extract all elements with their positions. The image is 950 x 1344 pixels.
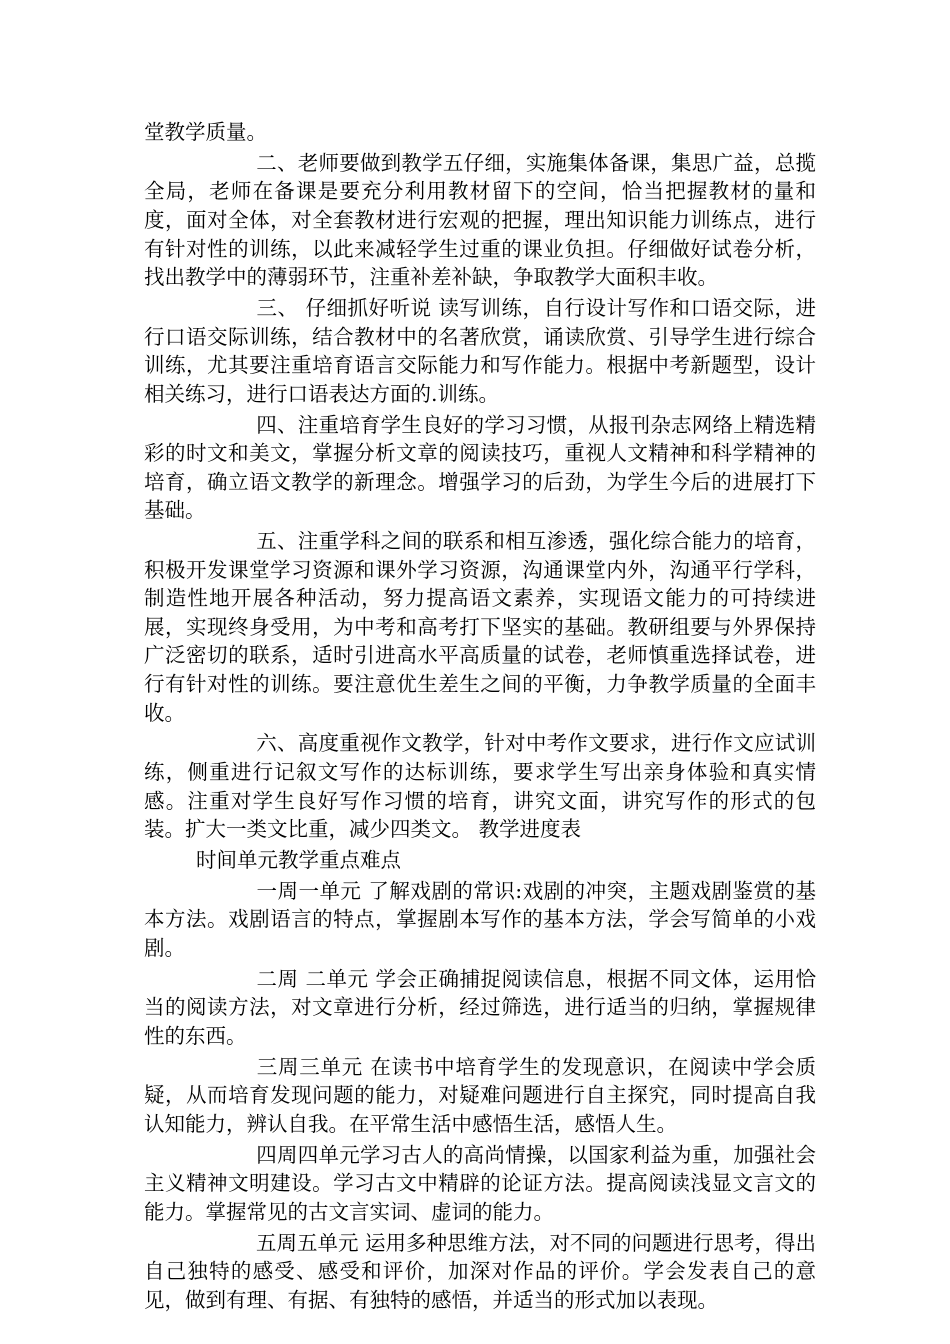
paragraph-text: 三、 仔细抓好听说 读写训练，自行设计写作和口语交际，进行口语交际训练，结合教材中的名著欣赏，诵读欣赏、引导学生进行综合训练，尤其要注重培育语言交际能力和写作能力。根据中考新题型，设计相关练习，进行口语表达方面的.训练。 — [144, 295, 816, 406]
schedule-week-1 — [144, 877, 816, 963]
paragraph-text: 三周三单元 在读书中培育学生的发现意识，在阅读中学会质疑，从而培育发现问题的能力，对疑难问题进行自主探究，同时提高自我认知能力，辨认自我。在平常生活中感悟生活，感悟人生。 — [144, 1054, 816, 1136]
paragraph-text: 四周四单元学习古人的高尚情操，以国家利益为重，加强社会主义精神文明建设。学习古文中精辟的论证方法。提高阅读浅显文言文的能力。掌握常见的古文言实词、虚词的能力。 — [144, 1142, 816, 1224]
paragraph-text: 五、注重学科之间的联系和相互渗透，强化综合能力的培育，积极开发课堂学习资源和课外学习资源，沟通课堂内外，沟通平行学科，制造性地开展各种活动，努力提高语文素养，实现语文能力的可持续进展，实现终身受用，为中考和高考打下坚实的基础。教研组要与外界保持广泛密切的联系，适时引进高水平高质量的试卷，老师慎重选择试卷，进行有针对性的训练。要注意优生差生之间的平衡，力争教学质量的全面丰收。 — [144, 529, 816, 725]
paragraph-item-2 — [144, 149, 816, 292]
paragraph-text: 四、注重培育学生良好的学习习惯，从报刊杂志网络上精选精彩的时文和美文，掌握分析文章的阅读技巧，重视人文精神和科学精神的培育，确立语文教学的新理念。增强学习的后劲，为学生今后的进展打下基础。 — [144, 412, 816, 523]
paragraph-text: 二周 二单元 学会正确捕捉阅读信息，根据不同文体，运用恰当的阅读方法，对文章进行分析，经过筛选，进行适当的归纳，掌握规律性的东西。 — [144, 966, 816, 1048]
paragraph-continuation — [144, 118, 816, 147]
paragraph-text: 一周一单元 了解戏剧的常识:戏剧的冲突，主题戏剧鉴赏的基本方法。戏剧语言的特点，掌握剧本写作的基本方法，学会写简单的小戏剧。 — [144, 878, 816, 960]
paragraph-text: 二、老师要做到教学五仔细，实施集体备课，集思广益，总揽全局，老师在备课是要充分利用教材留下的空间，恰当把握教材的量和度，面对全体，对全套教材进行宏观的把握，理出知识能力训练点，进行有针对性的训练，以此来减轻学生过重的课业负担。仔细做好试卷分析，找出教学中的薄弱环节，注重补差补缺，争取教学大面积丰收。 — [144, 150, 816, 290]
paragraph-item-5 — [144, 527, 816, 727]
schedule-week-4 — [144, 1141, 816, 1227]
schedule-header-text: 时间单元教学重点难点 — [196, 847, 401, 872]
paragraph-text: 堂教学质量。 — [144, 120, 267, 144]
schedule-week-2 — [144, 965, 816, 1051]
document-body — [144, 118, 816, 1317]
paragraph-text: 五周五单元 运用多种思维方法，对不同的问题进行思考，得出自己独特的感受、感受和评价，加深对作品的评价。学会发表自己的意见，做到有理、有据、有独特的感悟，并适当的形式加以表现。 — [144, 1230, 817, 1312]
paragraph-item-6 — [144, 729, 816, 843]
schedule-week-5 — [144, 1229, 816, 1315]
paragraph-text: 六、高度重视作文教学，针对中考作文要求，进行作文应试训练，侧重进行记叙文写作的达标训练，要求学生写出亲身体验和真实情感。注重对学生良好写作习惯的培育，讲究文面，讲究写作的形式的包装。扩大一类文比重，减少四类文。 教学进度表 — [144, 731, 816, 842]
paragraph-item-3 — [144, 294, 816, 408]
paragraph-item-4 — [144, 411, 816, 525]
schedule-week-3 — [144, 1053, 816, 1139]
schedule-header — [144, 846, 816, 875]
